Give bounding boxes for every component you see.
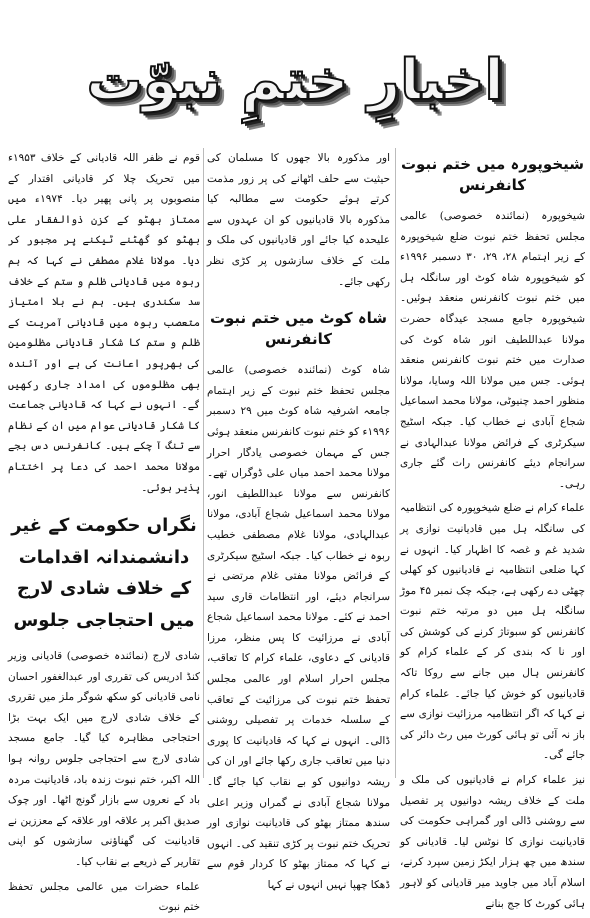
- article-paragraph: شاہ کوٹ (نمائندہ خصوصی) عالمی مجلس تحفظ ختم نبوت کے زیر اہتمام جامعہ اشرفیہ شاہ کوٹ میں ۲۹ دسمبر ۱۹۹۶ء کو ختم نبوت کانفرنس منعقد ہوئی جس کے مہمان خصوصی یادگار احرار مولانا محمد احمد میاں علی ڈوگراں تھے۔ کانفرنس سے مولانا عبداللطیف انور، مولانا محمد اسماعیل شجاع آبادی، مولانا عبدالہادی، مولانا غلام مصطفی خطیب ربوہ نے خطاب کیا۔ جبکہ اسٹیج سیکرٹری کے فرائض مولانا مفتی غلام مرتضی نے سرانجام دیئے، اور انتظامات قاری سید احمد نے کئے۔ مولانا محمد اسماعیل شجاع آبادی نے مرزائیت کا پس منظر، مرزا قادیانی کے دعاوی، علماء کرام کا تعاقب، مجلس احرار اسلام اور عالمی مجلس تحفظ ختم نبوت کی مرزائیت کے تعاقب کے سلسلہ خدمات پر تفصیلی روشنی ڈالی۔ انہوں نے کہا کہ قادیانیت کا پوری دنیا میں تعاقب جاری رکھا جائے اور ان کی ریشہ دوانیوں کو بے نقاب کیا جائے گا۔ مولانا شجاع آبادی نے گمراں وزیر اعلی سندھ ممتاز بھٹو کی قادیانیت نوازی اور تحریک ختم نبوت پر کڑی تنقید کی۔ انہوں نے کہا کہ ممتاز بھٹو کا کردار قوم سے ڈھکا چھپا نہیں انہوں نے کہا: [207, 364, 390, 891]
- column-divider: [203, 148, 204, 778]
- article-paragraph: علماء کرام نے ضلع شیخوپورہ کی انتظامیہ کی سانگلہ ہل میں قادیانیت نوازی پر شدید غم و غصہ کا اظہار کیا۔ انہوں نے کہا ضلعی انتظامیہ نے قادیانیوں کو کھلی چھٹی دے رکھی ہے، جبکہ چک نمبر ۴۵ موڑ سانگلہ ہل میں دو مرتبہ ختم نبوت کانفرنس کو سبوتاژ کرنے کی کوشش کی اور نا کہ بندی کر کے علماء کرام کو کانفرنس ہال میں جانے سے روکا تاکہ قادیانیوں کو خوش کیا جائے۔ علماء کرام نے کہا کہ اگر انتظامیہ مرزائیت نوازی سے باز نہ آئی تو ہائی کورٹ میں رٹ دائر کی جائے گی۔: [400, 502, 585, 762]
- article-paragraph: نیز علماء کرام نے قادیانیوں کی ملک و ملت کے خلاف ریشہ دوانیوں پر تفصیل سے روشنی ڈالی اور گمراہی حکومت کی قادیانیت نوازی کا نوٹس لیا۔ قادیانی کو سندھ میں چھ ہزار ایکڑ زمین سپرد کرنے، اسلام آباد میں جاوید میر قادیانی کو لاہور ہائی کورٹ کا جج بنانے: [400, 774, 585, 910]
- article-paragraph: شیخوپورہ (نمائندہ خصوصی) عالمی مجلس تحفظ ختم نبوت ضلع شیخوپورہ کے زیر اہتمام ۲۸، ۲۹، ۳۰ دسمبر ۱۹۹۶ء کو شیخوپورہ شاہ کوٹ اور سانگلہ ہل میں ختم نبوت کانفرنس منعقد ہوئیں۔ شیخوپورہ جامع مسجد عیدگاہ حضرت مولانا عبداللطیف انور شاہ کوٹ کی صدارت میں ختم نبوت کانفرنس منعقد ہوئی۔ جس میں مولانا اللہ وسایا، مولانا منظور احمد چنیوٹی، مولانا محمد اسماعیل شجاع آبادی نے خطاب کیا۔ جبکہ اسٹیج سیکرٹری کے فرائض مولانا عبدالہادی نے سرانجام دیئے کانفرنس رات گئے جاری رہی۔: [400, 210, 585, 490]
- masthead: [40, 30, 550, 130]
- article-paragraph: علماء حضرات میں عالمی مجلس تحفظ ختم نبوت: [8, 880, 200, 914]
- article-headline: شیخوپورہ میں ختم نبوت کانفرنس: [400, 155, 585, 194]
- article-paragraph: قوم نے ظفر اللہ قادیانی کے خلاف ۱۹۵۳ء میں تحریک چلا کر قادیانی اقتدار کے منصوبوں پر پانی پھیر دیا۔ ۱۹۷۴ء میں ممتاز بھٹو کے کزن ذوالفقار علی بھٹو کو گھٹنے ٹیکنے پر مجبور کر دیا۔ مولانا غلام مصطفی نے کہا کہ ہم ربوہ میں قادیانی ظلم و ستم کے خلاف سد سکندری ہیں۔ ہم نے بلا امتیاز متعصب ربوہ میں قادیانی آمریت کے ظلم و ستم کا شکار قادیانی مظلومین کی بھرپور اعانت کی ہے اور آئندہ بھی مظلوموں کی امداد جاری رکھیں گے۔ انہوں نے کہا کہ قادیانی جماعت کا شکار قادیانی عوام میں ان کے نظام سے تنگ آ چکے ہیں۔ کانفرنس دس بجے مولانا محمد احمد کی دعا پر اختتام پذیر ہوئی۔: [8, 152, 200, 494]
- article-paragraph: شادی لارج (نمائندہ خصوصی) قادیانی وزیر کنڈ ادریس کی تقرری اور عبدالغفور احسان نامی قادیانی کو سکھ شوگر ملز میں تقرری کے خلاف شادی لارج میں ایک بہت بڑا احتجاجی مظاہرہ کیا گیا۔ جامع مسجد شادی لارج سے احتجاجی جلوس روانہ ہوا اللہ اکبر، ختم نبوت زندہ باد، قادیانیت مردہ باد کے نعروں سے بازار گونج اٹھا۔ اور چوک صدیق اکبر پر علاقہ اور علاقہ کے معززین نے قادیانیت کی گھناؤنی سازشوں کو اپنی تقاریر کے ذریعے بے نقاب کیا۔: [8, 650, 200, 869]
- article-column-right: [400, 148, 585, 910]
- article-column-left: [8, 148, 200, 914]
- article-column-middle: [207, 148, 390, 891]
- article-headline: نگراں حکومت کے غیر دانشمندانہ اقدامات کے خلاف شادی لارج میں احتجاجی جلوس: [11, 515, 197, 631]
- article-headline: شاہ کوٹ میں ختم نبوت کانفرنس: [209, 309, 388, 349]
- masthead-title: اخبارِ ختمِ نبوّت: [86, 47, 504, 113]
- column-divider: [395, 148, 396, 778]
- article-paragraph: اور مذکورہ بالا جھوں کا مسلمان کی حیثیت سے حلف اٹھانے کی پر زور مذمت کرتے ہوئے حکومت سے مطالبہ کیا مذکورہ بالا قادیانیوں کو ان عہدوں سے علیحدہ کیا جائے اور قادیانیوں کی ملک و ملت کے خلاف سازشوں پر کڑی نظر رکھی جائے۔: [207, 152, 390, 288]
